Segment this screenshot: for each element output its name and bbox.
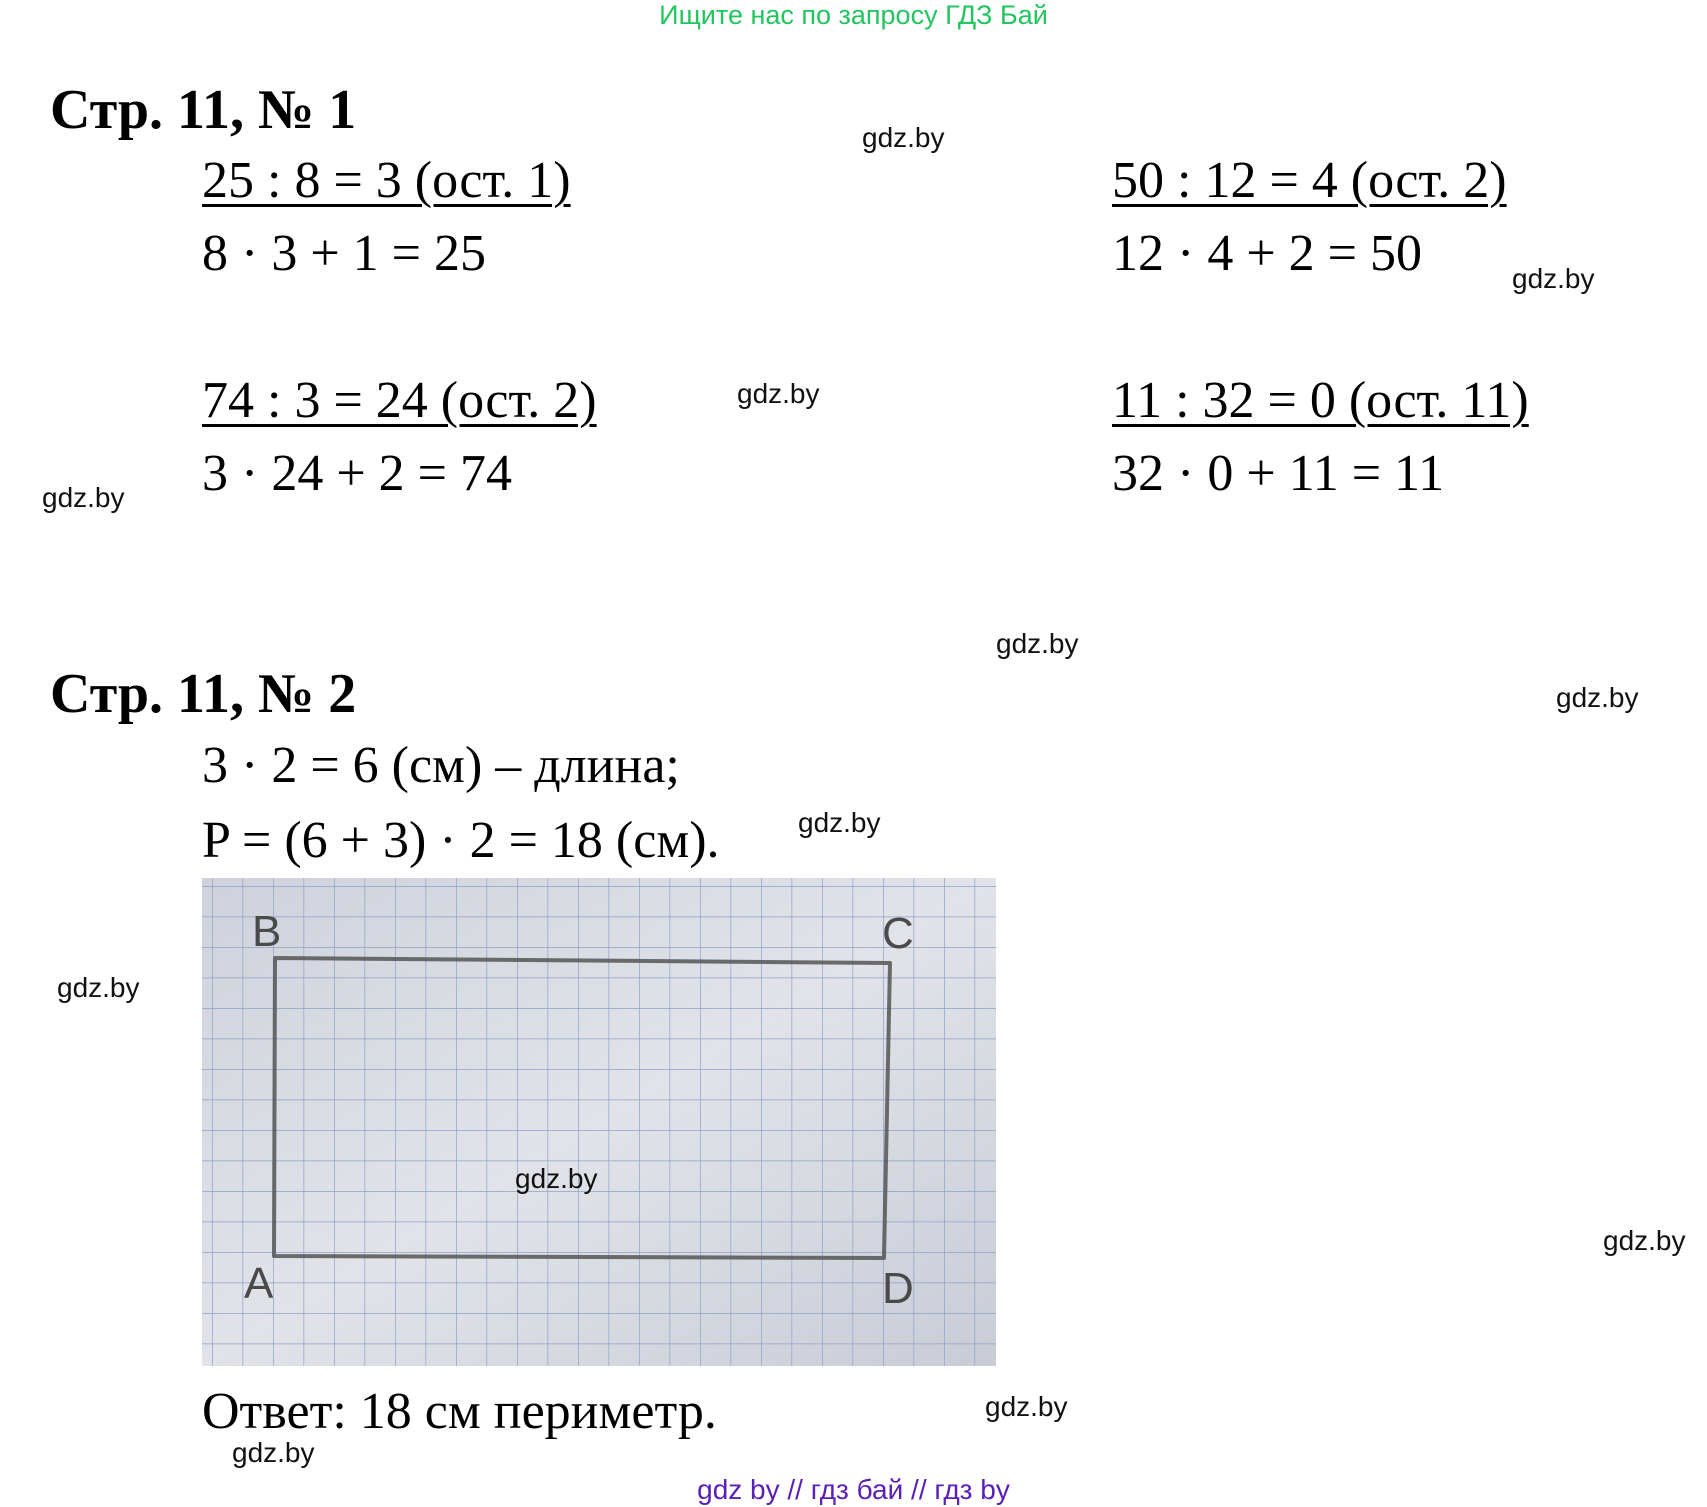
watermark: gdz.by [985,1391,1068,1422]
vertex-label-a: A [244,1259,274,1308]
watermark: gdz.by [42,482,125,513]
vertex-label-b: B [252,907,282,956]
vertex-label-d: D [882,1264,914,1313]
check-2: 12 · 4 + 2 = 50 [1112,225,1422,282]
watermark: gdz.by [862,122,945,153]
division-3: 74 : 3 = 24 (ост. 2) [202,372,597,429]
task2-heading: Стр. 11, № 2 [50,663,357,725]
watermark: gdz.by [1603,1225,1686,1256]
division-4: 11 : 32 = 0 (ост. 11) [1112,372,1529,429]
footer-links[interactable]: gdz by // гдз бай // гдз by [697,1474,1010,1505]
watermark: gdz.by [57,972,140,1003]
watermark: gdz.by [798,807,881,838]
rectangle-drawing-photo [202,878,996,1366]
task1-heading: Стр. 11, № 1 [50,79,357,141]
search-banner[interactable]: Ищите нас по запросу ГДЗ Бай [659,0,1048,30]
grid-paper [202,878,996,1366]
watermark: gdz.by [1556,682,1639,713]
watermark: gdz.by [1512,263,1595,294]
check-4: 32 · 0 + 11 = 11 [1112,445,1445,502]
vertex-label-c: C [882,909,914,958]
watermark: gdz.by [996,628,1079,659]
length-calculation: 3 · 2 = 6 (см) – длина; [202,737,680,794]
watermark: gdz.by [515,1163,598,1194]
watermark: gdz.by [232,1437,315,1468]
check-1: 8 · 3 + 1 = 25 [202,225,486,282]
check-3: 3 · 24 + 2 = 74 [202,445,512,502]
division-2: 50 : 12 = 4 (ост. 2) [1112,152,1507,209]
perimeter-calculation: P = (6 + 3) · 2 = 18 (см). [202,812,720,869]
answer: Ответ: 18 см периметр. [202,1383,717,1440]
watermark: gdz.by [737,378,820,409]
division-1: 25 : 8 = 3 (ост. 1) [202,152,571,209]
